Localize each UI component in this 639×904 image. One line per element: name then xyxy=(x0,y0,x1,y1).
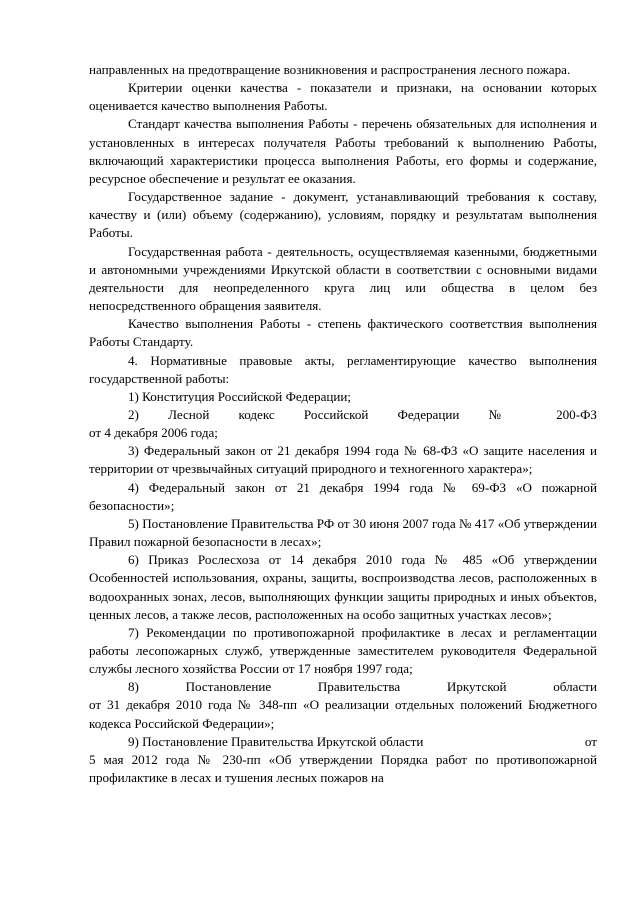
list-item-government-decree-417: 5) Постановление Правительства РФ от 30 июня 2007 года № 417 «Об утверждении Правил пожарной безопасности в лесах»; xyxy=(89,515,597,550)
irkutsk-decree-230-title: 9) Постановление Правительства Иркутской области xyxy=(128,733,424,749)
paragraph-work-quality: Качество выполнения Работы - степень фактического соответствия выполнения Работы Стандарту. xyxy=(89,316,597,350)
irkutsk-decree-348-line-1: 8) Постановление Правительства Иркутской области xyxy=(128,679,597,695)
paragraph-quality-standard: Стандарт качества выполнения Работы - перечень обязательных для исполнения и установленных в интересах получателя Работы требований к выполнению Работы, включающий характеристики процесса выполнения Работы, его формы и содержание, ресурсное обеспечение и результат ее оказания. xyxy=(89,116,597,186)
list-item-federal-law-69: 4) Федеральный закон от 21 декабря 1994 года № 69-ФЗ «О пожарной безопасности»; xyxy=(89,479,597,513)
irkutsk-decree-348-rest: от 31 декабря 2010 года № 348-пп «О реализации отдельных положений Бюджетного кодекса Российской Федерации»; xyxy=(89,697,597,731)
irkutsk-decree-230-from: от xyxy=(584,733,597,749)
paragraph-state-assignment: Государственное задание - документ, устанавливающий требования к составу, качеству и (или) объему (содержанию), условиям, порядку и результатам выполнения Работы. xyxy=(89,189,597,241)
list-item-rosleskhoz-order-485: 6) Приказ Рослесхоза от 14 декабря 2010 года № 485 «Об утверждении Особенностей использования, охраны, защиты, воспроизводства лесов, расположенных в водоохранных зонах, лесов, выполняющих функции защиты природных и иных объектов, ценных лесов, а также лесов, расположенных на особо защитных участках лесов»; xyxy=(89,552,597,622)
paragraph-fire-prevention-continuation: направленных на предотвращение возникновения и распространения лесного пожара. xyxy=(89,62,571,77)
irkutsk-decree-230-line-1 xyxy=(89,733,597,751)
paragraph-state-work: Государственная работа - деятельность, осуществляемая казенными, бюджетными и автономными учреждениями Иркутской области в соответствии с основными видами деятельности для неопределенного круга лиц или общества в целом без непосредственного обращения заявителя. xyxy=(89,243,597,314)
list-item-constitution: 1) Конституция Российской Федерации; xyxy=(128,388,352,404)
document-page xyxy=(89,61,597,787)
list-item-forest-code xyxy=(89,406,597,442)
forest-code-line-2: от 4 декабря 2006 года; xyxy=(89,425,218,441)
list-item-irkutsk-decree-348 xyxy=(89,678,597,732)
irkutsk-decree-230-rest: 5 мая 2012 года № 230-пп «Об утверждении Порядка работ по противопожарной профилактике в лесах и тушения лесных пожаров на xyxy=(89,751,597,786)
list-item-federal-law-68: 3) Федеральный закон от 21 декабря 1994 года № 68-ФЗ «О защите населения и территории от чрезвычайных ситуаций природного и техногенного характера»; xyxy=(89,443,597,477)
paragraph-regulatory-acts-heading: 4. Нормативные правовые акты, регламентирующие качество выполнения государственной работы: xyxy=(89,352,597,386)
list-item-irkutsk-decree-230 xyxy=(89,733,597,787)
paragraph-quality-criteria: Критерии оценки качества - показатели и признаки, на основании которых оценивается качество выполнения Работы. xyxy=(89,80,597,114)
list-item-recommendations-1997: 7) Рекомендации по противопожарной профилактике в лесах и регламентации работы лесопожарных служб, утвержденные заместителем руководителя Федеральной службы лесного хозяйства России от 17 ноября 1997 года; xyxy=(89,624,597,677)
forest-code-line-1: 2) Лесной кодекс Российской Федерации № 200-ФЗ xyxy=(128,406,597,422)
